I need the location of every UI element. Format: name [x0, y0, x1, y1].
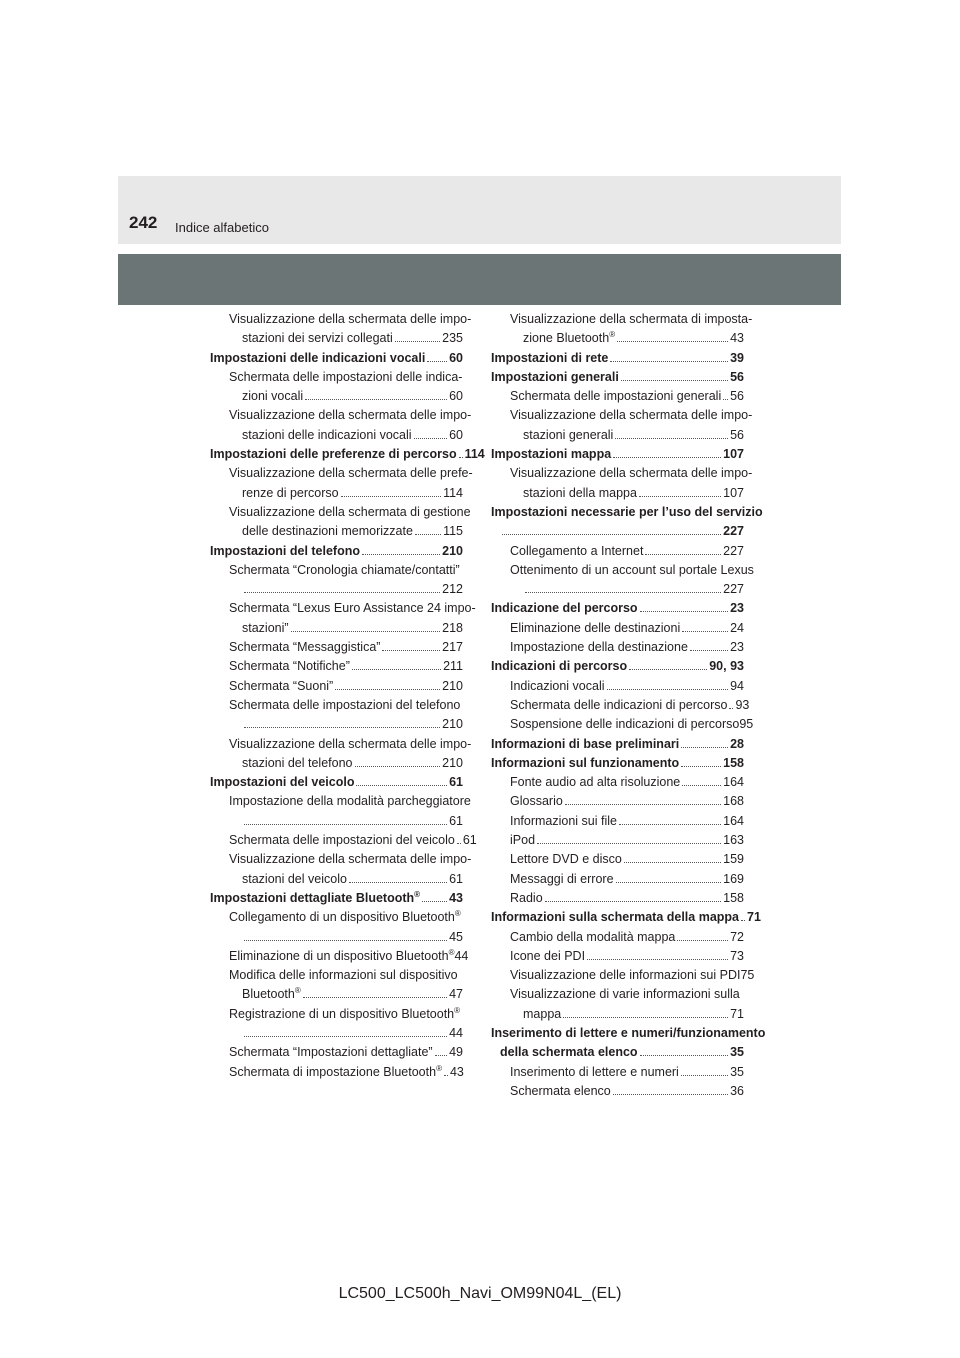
entry-page: 56 — [730, 369, 744, 384]
entry-text: Cambio della modalità mappa — [510, 929, 676, 944]
index-entry — [491, 349, 744, 368]
index-subentry — [210, 387, 463, 406]
entry-text: stazioni delle indicazioni vocali — [242, 427, 412, 442]
dot-leader — [681, 766, 721, 767]
entry-page: 90, 93 — [709, 659, 744, 674]
dot-leader — [502, 534, 721, 535]
entry-text: Schermata “Messaggistica” — [229, 640, 381, 655]
index-subentry — [210, 638, 463, 657]
entry-page: 93 — [735, 697, 750, 712]
dot-leader — [435, 1055, 448, 1056]
dot-leader — [682, 785, 721, 786]
index-subentry — [210, 368, 463, 387]
index-entry — [210, 349, 463, 368]
dot-leader — [335, 689, 440, 690]
entry-page: 35 — [730, 1064, 744, 1079]
entry-text: stazioni del veicolo — [242, 871, 347, 886]
index-subentry — [210, 696, 463, 715]
entry-page: 217 — [442, 640, 463, 655]
index-entry — [491, 1043, 744, 1062]
entry-text: Schermata delle indicazioni di percorso — [510, 697, 728, 712]
index-subentry — [491, 484, 744, 503]
index-entry — [491, 735, 744, 754]
dot-leader — [690, 650, 728, 651]
dot-leader — [681, 1075, 728, 1076]
entry-text: Ottenimento di un account sul portale Lexus — [510, 562, 754, 577]
entry-text: mappa — [523, 1006, 562, 1021]
entry-text: Visualizzazione della schermata delle impo- — [510, 408, 753, 423]
entry-text: Impostazioni del veicolo — [210, 775, 355, 790]
dot-leader — [613, 1094, 728, 1095]
entry-page: 47 — [449, 987, 463, 1002]
index-subentry — [210, 754, 463, 773]
entry-page: 114 — [464, 447, 485, 462]
dot-leader — [645, 554, 721, 555]
index-subentry — [210, 735, 472, 754]
index-subentry — [210, 464, 473, 483]
dot-leader — [244, 1036, 447, 1037]
index-subentry — [210, 966, 463, 985]
dot-leader — [640, 1055, 729, 1056]
index-entry — [210, 889, 463, 908]
entry-page: 60 — [449, 350, 463, 365]
index-subentry — [210, 619, 463, 638]
entry-text: Icone dei PDI — [510, 948, 586, 963]
entry-page: 71 — [730, 1006, 744, 1021]
entry-text: stazioni generali — [523, 427, 614, 442]
entry-text: stazioni” — [242, 620, 289, 635]
index-entry — [491, 599, 744, 618]
entry-page: 210 — [442, 678, 463, 693]
index-subentry — [491, 696, 750, 715]
entry-text: stazioni della mappa — [523, 485, 637, 500]
entry-page: 115 — [443, 524, 463, 539]
entry-page: 35 — [730, 1045, 744, 1060]
index-subentry — [491, 1005, 744, 1024]
index-subentry — [491, 310, 753, 329]
entry-text: Indicazioni vocali — [510, 678, 605, 693]
entry-page: 107 — [723, 447, 744, 462]
entry-page: 45 — [449, 929, 463, 944]
entry-page: 235 — [442, 331, 463, 346]
index-entry — [491, 368, 744, 387]
dot-leader — [395, 341, 440, 342]
entry-text: delle destinazioni memorizzate — [242, 524, 413, 539]
entry-text: Schermata “Suoni” — [229, 678, 334, 693]
entry-text: Visualizzazione della schermata delle impo- — [229, 408, 472, 423]
dot-leader — [415, 534, 441, 535]
dot-leader — [621, 380, 728, 381]
index-subentry — [210, 561, 463, 580]
dot-leader — [607, 689, 729, 690]
entry-text: Impostazioni generali — [491, 369, 619, 384]
entry-text: Bluetooth® — [242, 986, 301, 1002]
index-subentry — [491, 928, 744, 947]
dot-leader — [537, 843, 721, 844]
entry-text: Impostazioni di rete — [491, 350, 609, 365]
dot-leader — [427, 361, 447, 362]
index-column-left — [210, 310, 485, 1082]
entry-page: 23 — [730, 601, 744, 616]
entry-page: 95 — [739, 717, 754, 732]
entry-text: Visualizzazione della schermata di imposta- — [510, 312, 753, 326]
index-subentry — [210, 985, 463, 1004]
entry-text: Informazioni di base preliminari — [491, 736, 680, 751]
entry-page: 43 — [730, 331, 744, 346]
index-subentry — [491, 792, 744, 811]
index-subentry — [491, 580, 744, 599]
index-subentry — [491, 387, 744, 406]
entry-text: Impostazioni mappa — [491, 447, 612, 462]
entry-text: Registrazione di un dispositivo Bluetooth® — [229, 1005, 461, 1021]
index-entry — [210, 445, 485, 464]
entry-text: Visualizzazione della schermata delle impo- — [510, 466, 753, 481]
index-subentry — [491, 889, 744, 908]
dot-leader — [616, 882, 722, 883]
dot-leader — [244, 824, 447, 825]
entry-page: 36 — [730, 1083, 744, 1098]
entry-text: Modifica delle informazioni sul dispositivo — [229, 968, 458, 983]
index-subentry — [210, 580, 463, 599]
index-subentry — [210, 1043, 463, 1062]
section-title: Indice alfabetico — [175, 220, 269, 235]
dot-leader — [565, 804, 721, 805]
entry-page: 61 — [449, 871, 463, 886]
index-subentry — [210, 677, 463, 696]
entry-page: 158 — [723, 755, 744, 770]
dot-leader — [682, 631, 728, 632]
entry-text: Impostazioni necessarie per l’uso del servizio — [491, 504, 763, 519]
entry-text: Impostazioni del telefono — [210, 543, 361, 558]
index-subentry — [210, 406, 472, 425]
index-subentry — [210, 310, 472, 329]
index-subentry — [210, 792, 471, 811]
entry-text: Impostazione della modalità parcheggiatore — [229, 794, 471, 809]
index-subentry — [210, 1063, 463, 1082]
entry-text: Collegamento a Internet — [510, 543, 644, 558]
index-subentry — [210, 484, 463, 503]
index-subentry — [210, 329, 463, 348]
entry-page: 169 — [723, 871, 744, 886]
entry-text: Informazioni sulla schermata della mappa — [491, 910, 739, 925]
index-subentry — [210, 831, 477, 850]
index-subentry — [210, 947, 469, 966]
entry-page: 61 — [449, 813, 463, 828]
dot-leader — [349, 882, 447, 883]
dot-leader — [457, 843, 461, 844]
entry-text: Inserimento di lettere e numeri — [510, 1064, 679, 1079]
index-entry — [491, 908, 761, 927]
index-subentry — [491, 464, 753, 483]
dot-leader — [741, 920, 745, 921]
entry-page: 49 — [449, 1045, 463, 1060]
dot-leader — [355, 766, 441, 767]
index-subentry — [210, 908, 463, 927]
entry-text: Schermata di impostazione Bluetooth® — [229, 1063, 442, 1079]
index-subentry — [491, 638, 744, 657]
index-subentry — [210, 657, 463, 676]
entry-page: 210 — [442, 543, 463, 558]
index-subentry — [491, 966, 755, 985]
entry-text: Schermata elenco — [510, 1083, 611, 1098]
index-column-right — [491, 310, 766, 1101]
entry-text: Informazioni sui file — [510, 813, 617, 828]
entry-page: 163 — [723, 833, 744, 848]
footer-model-code: LC500_LC500h_Navi_OM99N04L_(EL) — [338, 1285, 622, 1302]
entry-text: Schermata “Lexus Euro Assistance 24 impo- — [229, 601, 476, 616]
entry-page: 43 — [449, 1064, 464, 1079]
entry-page: 44 — [454, 948, 469, 963]
dot-leader — [624, 862, 721, 863]
entry-text: Collegamento di un dispositivo Bluetooth® — [229, 909, 461, 925]
dot-leader — [640, 611, 729, 612]
entry-text: Schermata delle impostazioni del veicolo — [229, 833, 455, 848]
entry-page: 71 — [747, 910, 761, 925]
dot-leader — [422, 901, 447, 902]
index-subentry — [491, 947, 744, 966]
entry-text: Sospensione delle indicazioni di percorso — [510, 717, 740, 732]
entry-text: Impostazione della destinazione — [510, 640, 688, 655]
index-subentry — [491, 812, 744, 831]
entry-text: Schermata “Impostazioni dettagliate” — [229, 1045, 433, 1060]
dot-leader — [615, 438, 728, 439]
dot-leader — [382, 650, 440, 651]
entry-text: iPod — [510, 833, 536, 848]
index-subentry — [491, 1082, 744, 1101]
dot-leader — [356, 785, 447, 786]
index-subentry — [491, 619, 744, 638]
index-entry — [491, 503, 763, 522]
dot-leader — [362, 554, 440, 555]
dot-leader — [341, 496, 441, 497]
entry-text: Lettore DVD e disco — [510, 852, 622, 867]
entry-page: 211 — [443, 659, 463, 674]
entry-text: della schermata elenco — [500, 1045, 638, 1060]
dot-leader — [545, 901, 721, 902]
entry-page: 164 — [723, 813, 744, 828]
index-subentry — [210, 503, 471, 522]
entry-page: 210 — [442, 755, 463, 770]
dot-leader — [305, 399, 447, 400]
entry-text: Visualizzazione della schermata delle prefe- — [229, 466, 473, 481]
dot-leader — [303, 997, 447, 998]
dot-leader — [723, 399, 728, 400]
entry-text: Visualizzazione delle informazioni sui PDI — [510, 968, 741, 983]
entry-text: stazioni dei servizi collegati — [242, 331, 393, 346]
entry-text: Schermata delle impostazioni del telefono — [229, 697, 461, 712]
dot-leader — [244, 940, 447, 941]
dot-leader — [639, 496, 721, 497]
dot-leader — [563, 1017, 728, 1018]
index-subentry — [491, 1063, 744, 1082]
index-subentry — [210, 812, 463, 831]
entry-text: Impostazioni delle indicazioni vocali — [210, 350, 426, 365]
entry-text: Schermata delle impostazioni delle indica- — [229, 369, 463, 384]
entry-text: Eliminazione delle destinazioni — [510, 620, 681, 635]
entry-page: 28 — [730, 736, 744, 751]
index-subentry — [210, 426, 463, 445]
entry-page: 75 — [740, 968, 755, 983]
dot-leader — [587, 959, 728, 960]
entry-text: Visualizzazione di varie informazioni sulla — [510, 987, 740, 1002]
entry-text: Visualizzazione della schermata delle impo- — [229, 736, 472, 751]
entry-text: Visualizzazione della schermata delle impo- — [229, 852, 472, 867]
dot-leader — [291, 631, 441, 632]
index-entry — [491, 1024, 766, 1043]
dot-leader — [459, 457, 463, 458]
entry-text: Indicazione del percorso — [491, 601, 638, 616]
dot-leader — [617, 341, 728, 342]
index-subentry — [210, 1005, 463, 1024]
entry-page: 73 — [730, 948, 744, 963]
index-subentry — [491, 870, 744, 889]
entry-page: 72 — [730, 929, 744, 944]
entry-page: 107 — [723, 485, 744, 500]
section-band — [118, 254, 841, 305]
entry-text: Indicazioni di percorso — [491, 659, 628, 674]
entry-page: 210 — [442, 717, 463, 732]
entry-page: 56 — [730, 389, 744, 404]
entry-page: 168 — [723, 794, 744, 809]
dot-leader — [414, 438, 448, 439]
index-subentry — [210, 599, 476, 618]
entry-page: 227 — [723, 543, 744, 558]
index-subentry — [210, 522, 463, 541]
entry-text: Informazioni sul funzionamento — [491, 755, 680, 770]
entry-page: 24 — [730, 620, 744, 635]
index-entry — [491, 657, 744, 676]
entry-text: zioni vocali — [242, 389, 304, 404]
index-entry — [491, 522, 744, 541]
entry-text: Messaggi di errore — [510, 871, 614, 886]
index-subentry — [210, 928, 463, 947]
entry-page: 56 — [730, 427, 744, 442]
entry-page: 212 — [442, 582, 463, 597]
index-subentry — [491, 831, 744, 850]
dot-leader — [525, 592, 721, 593]
entry-text: Glossario — [510, 794, 563, 809]
index-subentry — [210, 850, 472, 869]
dot-leader — [619, 824, 721, 825]
entry-page: 227 — [723, 582, 744, 597]
entry-page: 218 — [442, 620, 463, 635]
page-number: 242 — [129, 213, 158, 232]
entry-page: 61 — [449, 775, 463, 790]
dot-leader — [444, 1075, 448, 1076]
index-subentry — [210, 870, 463, 889]
entry-page: 60 — [449, 427, 463, 442]
dot-leader — [613, 457, 721, 458]
index-subentry — [491, 985, 744, 1004]
dot-leader — [681, 747, 728, 748]
index-subentry — [491, 677, 744, 696]
entry-page: 227 — [723, 524, 744, 539]
index-subentry — [491, 542, 744, 561]
dot-leader — [610, 361, 728, 362]
entry-text: Fonte audio ad alta risoluzione — [510, 775, 681, 790]
index-entry — [491, 445, 744, 464]
entry-page: 94 — [730, 678, 744, 693]
entry-text: Radio — [510, 890, 543, 905]
index-subentry — [491, 329, 744, 348]
entry-page: 39 — [730, 350, 744, 365]
dot-leader — [677, 940, 728, 941]
index-subentry — [491, 715, 754, 734]
dot-leader — [729, 708, 733, 709]
index-subentry — [491, 426, 744, 445]
index-subentry — [210, 715, 463, 734]
entry-text: Eliminazione di un dispositivo Bluetooth® — [229, 947, 455, 963]
index-entry — [491, 754, 744, 773]
entry-text: Schermata “Cronologia chiamate/contatti” — [229, 562, 460, 577]
entry-page: 43 — [449, 890, 463, 905]
entry-page: 158 — [723, 890, 744, 905]
dot-leader — [244, 592, 440, 593]
index-entry — [210, 773, 463, 792]
index-subentry — [491, 561, 754, 580]
entry-text: renze di percorso — [242, 485, 339, 500]
entry-text: Visualizzazione della schermata delle impo- — [229, 312, 472, 326]
entry-text: Schermata delle impostazioni generali — [510, 389, 722, 404]
dot-leader — [244, 727, 440, 728]
entry-page: 114 — [443, 485, 463, 500]
index-subentry — [491, 773, 744, 792]
entry-page: 23 — [730, 640, 744, 655]
dot-leader — [629, 669, 707, 670]
entry-text: Impostazioni dettagliate Bluetooth® — [210, 889, 421, 905]
index-subentry — [491, 850, 744, 869]
entry-page: 60 — [449, 389, 463, 404]
entry-text: Schermata “Notifiche” — [229, 659, 350, 674]
entry-text: zione Bluetooth® — [523, 330, 616, 346]
dot-leader — [352, 669, 441, 670]
entry-page: 44 — [449, 1025, 463, 1040]
entry-page: 164 — [723, 775, 744, 790]
entry-page: 61 — [462, 833, 477, 848]
index-subentry — [210, 1024, 463, 1043]
index-subentry — [491, 406, 753, 425]
entry-text: stazioni del telefono — [242, 755, 353, 770]
entry-text: Inserimento di lettere e numeri/funzionamento — [491, 1025, 766, 1040]
index-entry — [210, 542, 463, 561]
entry-text: Visualizzazione della schermata di gestione — [229, 504, 471, 519]
entry-page: 159 — [723, 852, 744, 867]
entry-text: Impostazioni delle preferenze di percorso — [210, 447, 457, 462]
